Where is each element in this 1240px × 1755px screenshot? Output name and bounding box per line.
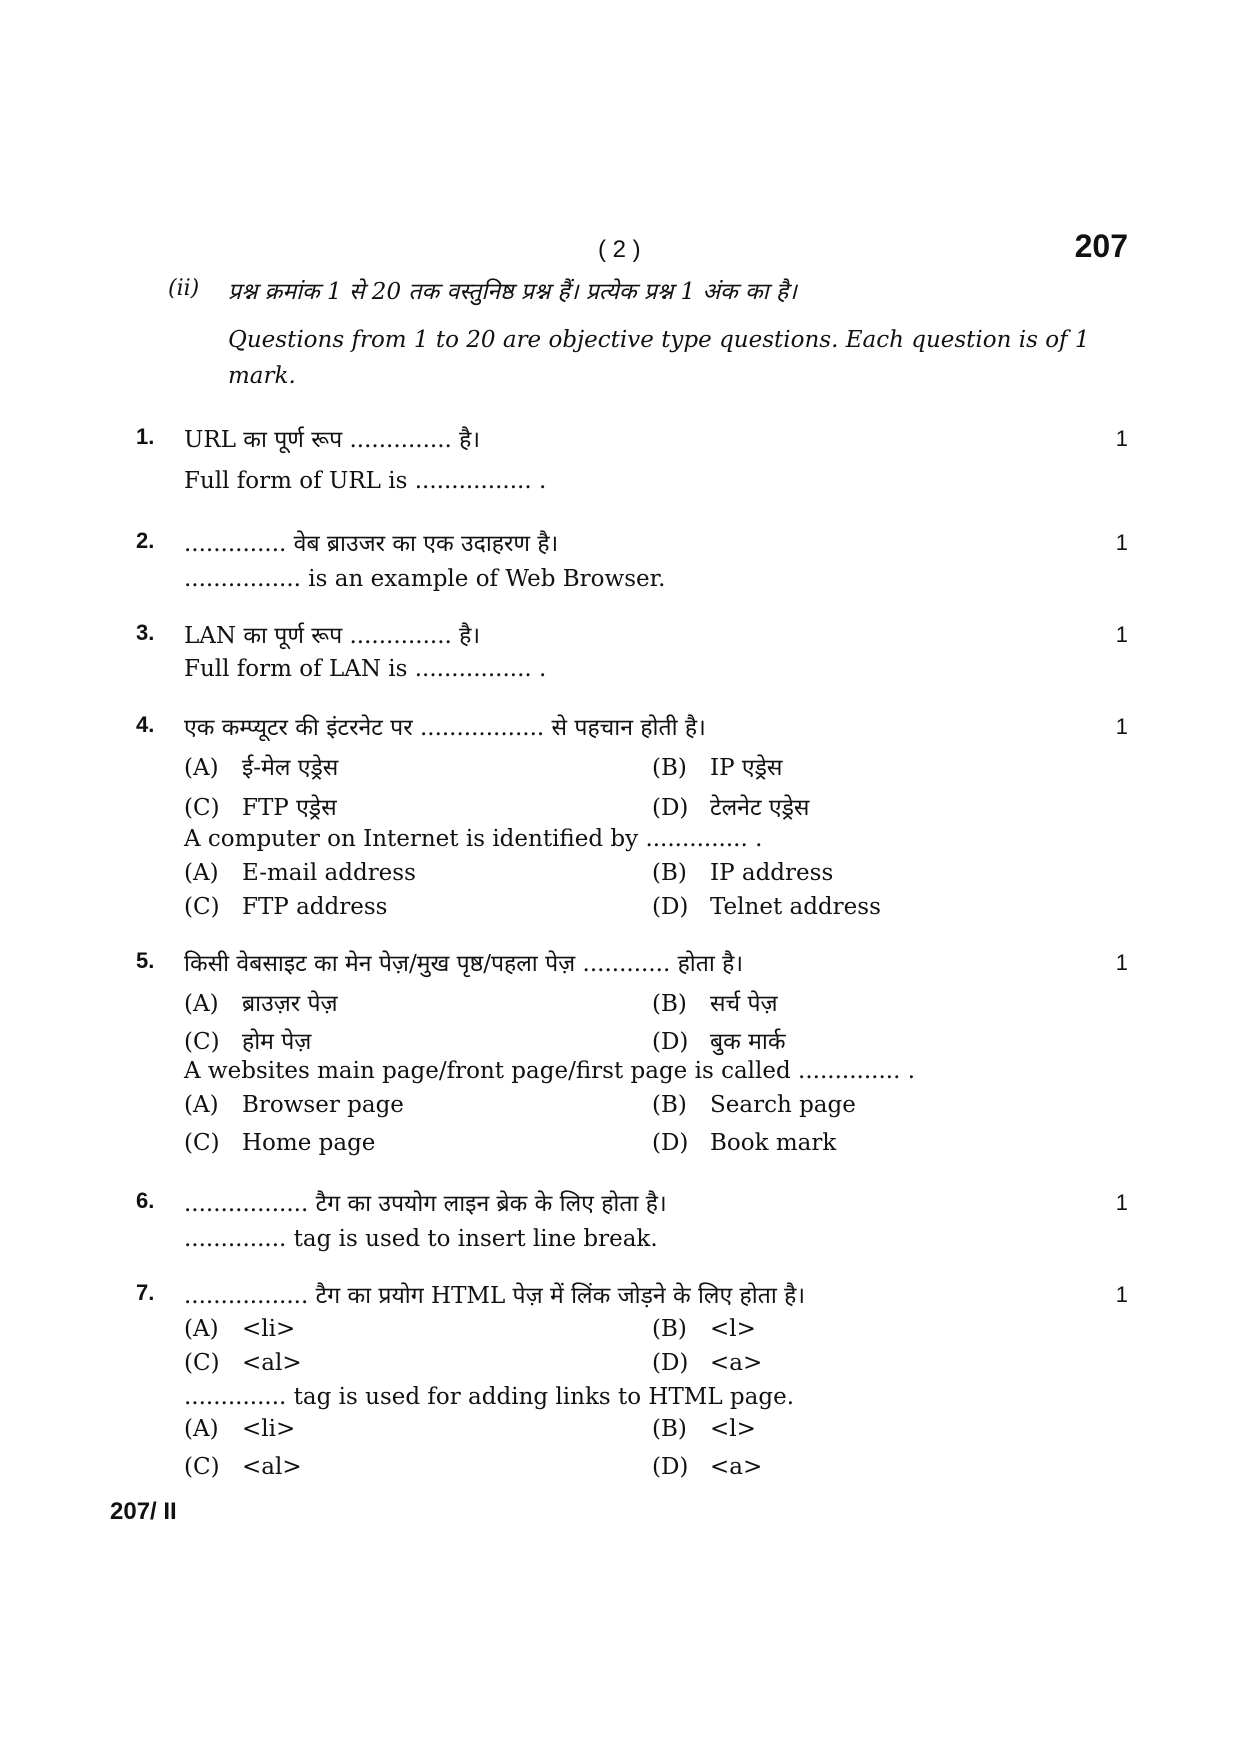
option-hindi — [184, 986, 338, 1018]
option-label: (C) — [184, 1454, 220, 1480]
option-english — [184, 1092, 404, 1118]
option-label: (B) — [652, 755, 687, 781]
option-label: (C) — [184, 1350, 220, 1376]
question-text-hindi: एक कम्प्यूटर की इंटरनेट पर ................. से पहचान होती है। — [184, 715, 706, 741]
option-hindi — [652, 750, 782, 782]
option-hindi — [184, 1316, 295, 1342]
option-hindi — [652, 986, 778, 1018]
option-english — [652, 894, 881, 920]
question-number: 5. — [136, 948, 155, 973]
option-english — [652, 1130, 836, 1156]
option-hindi — [652, 1024, 785, 1056]
question-text-english: A computer on Internet is identified by .............. . — [184, 826, 763, 852]
page-number: ( 2 ) — [598, 236, 641, 263]
question-text-english: A websites main page/front page/first page is called .............. . — [184, 1058, 916, 1084]
option-hindi — [652, 790, 809, 822]
option-label: (B) — [652, 991, 687, 1017]
option-label: (A) — [184, 755, 219, 781]
question-number: 2. — [136, 528, 155, 553]
option-english — [184, 1416, 295, 1442]
option-english — [184, 1454, 302, 1480]
question-text-hindi: .............. वेब ब्राउजर का एक उदाहरण है। — [184, 531, 559, 557]
instruction-hindi: प्रश्न क्रमांक 1 से 20 तक वस्तुनिष्ठ प्रश्न हैं। प्रत्येक प्रश्न 1 अंक का है। — [228, 279, 797, 305]
option-label: (D) — [652, 1454, 689, 1480]
option-hindi — [184, 750, 338, 782]
option-english — [184, 860, 416, 886]
question-text-english: Full form of URL is ................ . — [184, 468, 547, 494]
option-label: (A) — [184, 1316, 219, 1342]
question-text-hindi: LAN का पूर्ण रूप .............. है। — [184, 623, 481, 649]
option-text: बुक मार्क — [710, 1029, 786, 1055]
option-english — [652, 1416, 756, 1442]
option-hindi — [184, 1350, 302, 1376]
option-text: <a> — [710, 1350, 763, 1376]
instruction-number: (ii) — [168, 276, 200, 301]
option-text: FTP address — [242, 894, 388, 920]
question-text-hindi: URL का पूर्ण रूप .............. है। — [184, 427, 481, 453]
option-text: <a> — [710, 1454, 763, 1480]
instruction-english: Questions from 1 to 20 are objective type questions. Each question is of 1 mark. — [228, 327, 1090, 389]
question-text-hindi: किसी वेबसाइट का मेन पेज़/मुख पृष्ठ/पहला पेज़ ............ होता है। — [184, 951, 744, 977]
question-text-english: ................ is an example of Web Browser. — [184, 566, 666, 592]
option-english — [652, 1092, 856, 1118]
question-number: 1. — [136, 424, 155, 449]
option-text: Search page — [710, 1092, 856, 1118]
option-label: (C) — [184, 795, 220, 821]
option-english — [652, 1454, 762, 1480]
option-hindi — [652, 1350, 762, 1376]
option-label: (B) — [652, 1416, 687, 1442]
option-text: <l> — [710, 1316, 756, 1342]
option-english — [184, 1130, 375, 1156]
option-label: (A) — [184, 860, 219, 886]
option-text: FTP एड्रेस — [242, 795, 337, 821]
question-text-hindi: ................. टैग का प्रयोग HTML पेज़ में लिंक जोड़ने के लिए होता है। — [184, 1283, 806, 1309]
option-label: (D) — [652, 1350, 689, 1376]
option-label: (C) — [184, 894, 220, 920]
option-text: Book mark — [710, 1130, 837, 1156]
footer-code: 207/ II — [110, 1498, 177, 1525]
option-label: (C) — [184, 1130, 220, 1156]
option-text: Home page — [242, 1130, 376, 1156]
question-text-hindi: ................. टैग का उपयोग लाइन ब्रेक के लिए होता है। — [184, 1191, 667, 1217]
option-text: Telnet address — [710, 894, 881, 920]
option-text: ई-मेल एड्रेस — [242, 755, 339, 781]
option-text: <l> — [710, 1416, 756, 1442]
option-label: (D) — [652, 795, 689, 821]
option-label: (A) — [184, 1092, 219, 1118]
question-text-english: .............. tag is used to insert line break. — [184, 1226, 658, 1252]
option-label: (D) — [652, 894, 689, 920]
option-text: सर्च पेज़ — [710, 991, 778, 1017]
question-marks: 1 — [1115, 1190, 1128, 1215]
option-label: (A) — [184, 1416, 219, 1442]
question-marks: 1 — [1115, 530, 1128, 555]
option-text: होम पेज़ — [242, 1029, 312, 1055]
option-label: (B) — [652, 1316, 687, 1342]
option-text: E-mail address — [242, 860, 416, 886]
option-text: <li> — [242, 1316, 296, 1342]
question-number: 6. — [136, 1188, 155, 1213]
option-text: IP एड्रेस — [710, 755, 783, 781]
option-text: <li> — [242, 1416, 296, 1442]
question-marks: 1 — [1115, 622, 1128, 647]
option-english — [184, 894, 387, 920]
option-label: (C) — [184, 1029, 220, 1055]
question-marks: 1 — [1115, 1282, 1128, 1307]
paper-code: 207 — [1074, 228, 1128, 264]
question-text-english: .............. tag is used for adding links to HTML page. — [184, 1384, 795, 1410]
option-text: टेलनेट एड्रेस — [710, 795, 810, 821]
option-text: <al> — [242, 1350, 302, 1376]
question-number: 4. — [136, 712, 155, 737]
option-text: ब्राउज़र पेज़ — [242, 991, 338, 1017]
option-label: (D) — [652, 1029, 689, 1055]
option-text: <al> — [242, 1454, 302, 1480]
option-label: (A) — [184, 991, 219, 1017]
option-english — [652, 860, 833, 886]
option-label: (B) — [652, 1092, 687, 1118]
question-number: 7. — [136, 1280, 155, 1305]
option-text: IP address — [710, 860, 834, 886]
option-label: (D) — [652, 1130, 689, 1156]
question-text-english: Full form of LAN is ................ . — [184, 656, 547, 682]
question-number: 3. — [136, 620, 155, 645]
question-marks: 1 — [1115, 950, 1128, 975]
option-hindi — [652, 1316, 756, 1342]
question-marks: 1 — [1115, 714, 1128, 739]
option-hindi — [184, 1024, 311, 1056]
question-marks: 1 — [1115, 426, 1128, 451]
option-hindi — [184, 790, 337, 822]
option-label: (B) — [652, 860, 687, 886]
option-text: Browser page — [242, 1092, 404, 1118]
